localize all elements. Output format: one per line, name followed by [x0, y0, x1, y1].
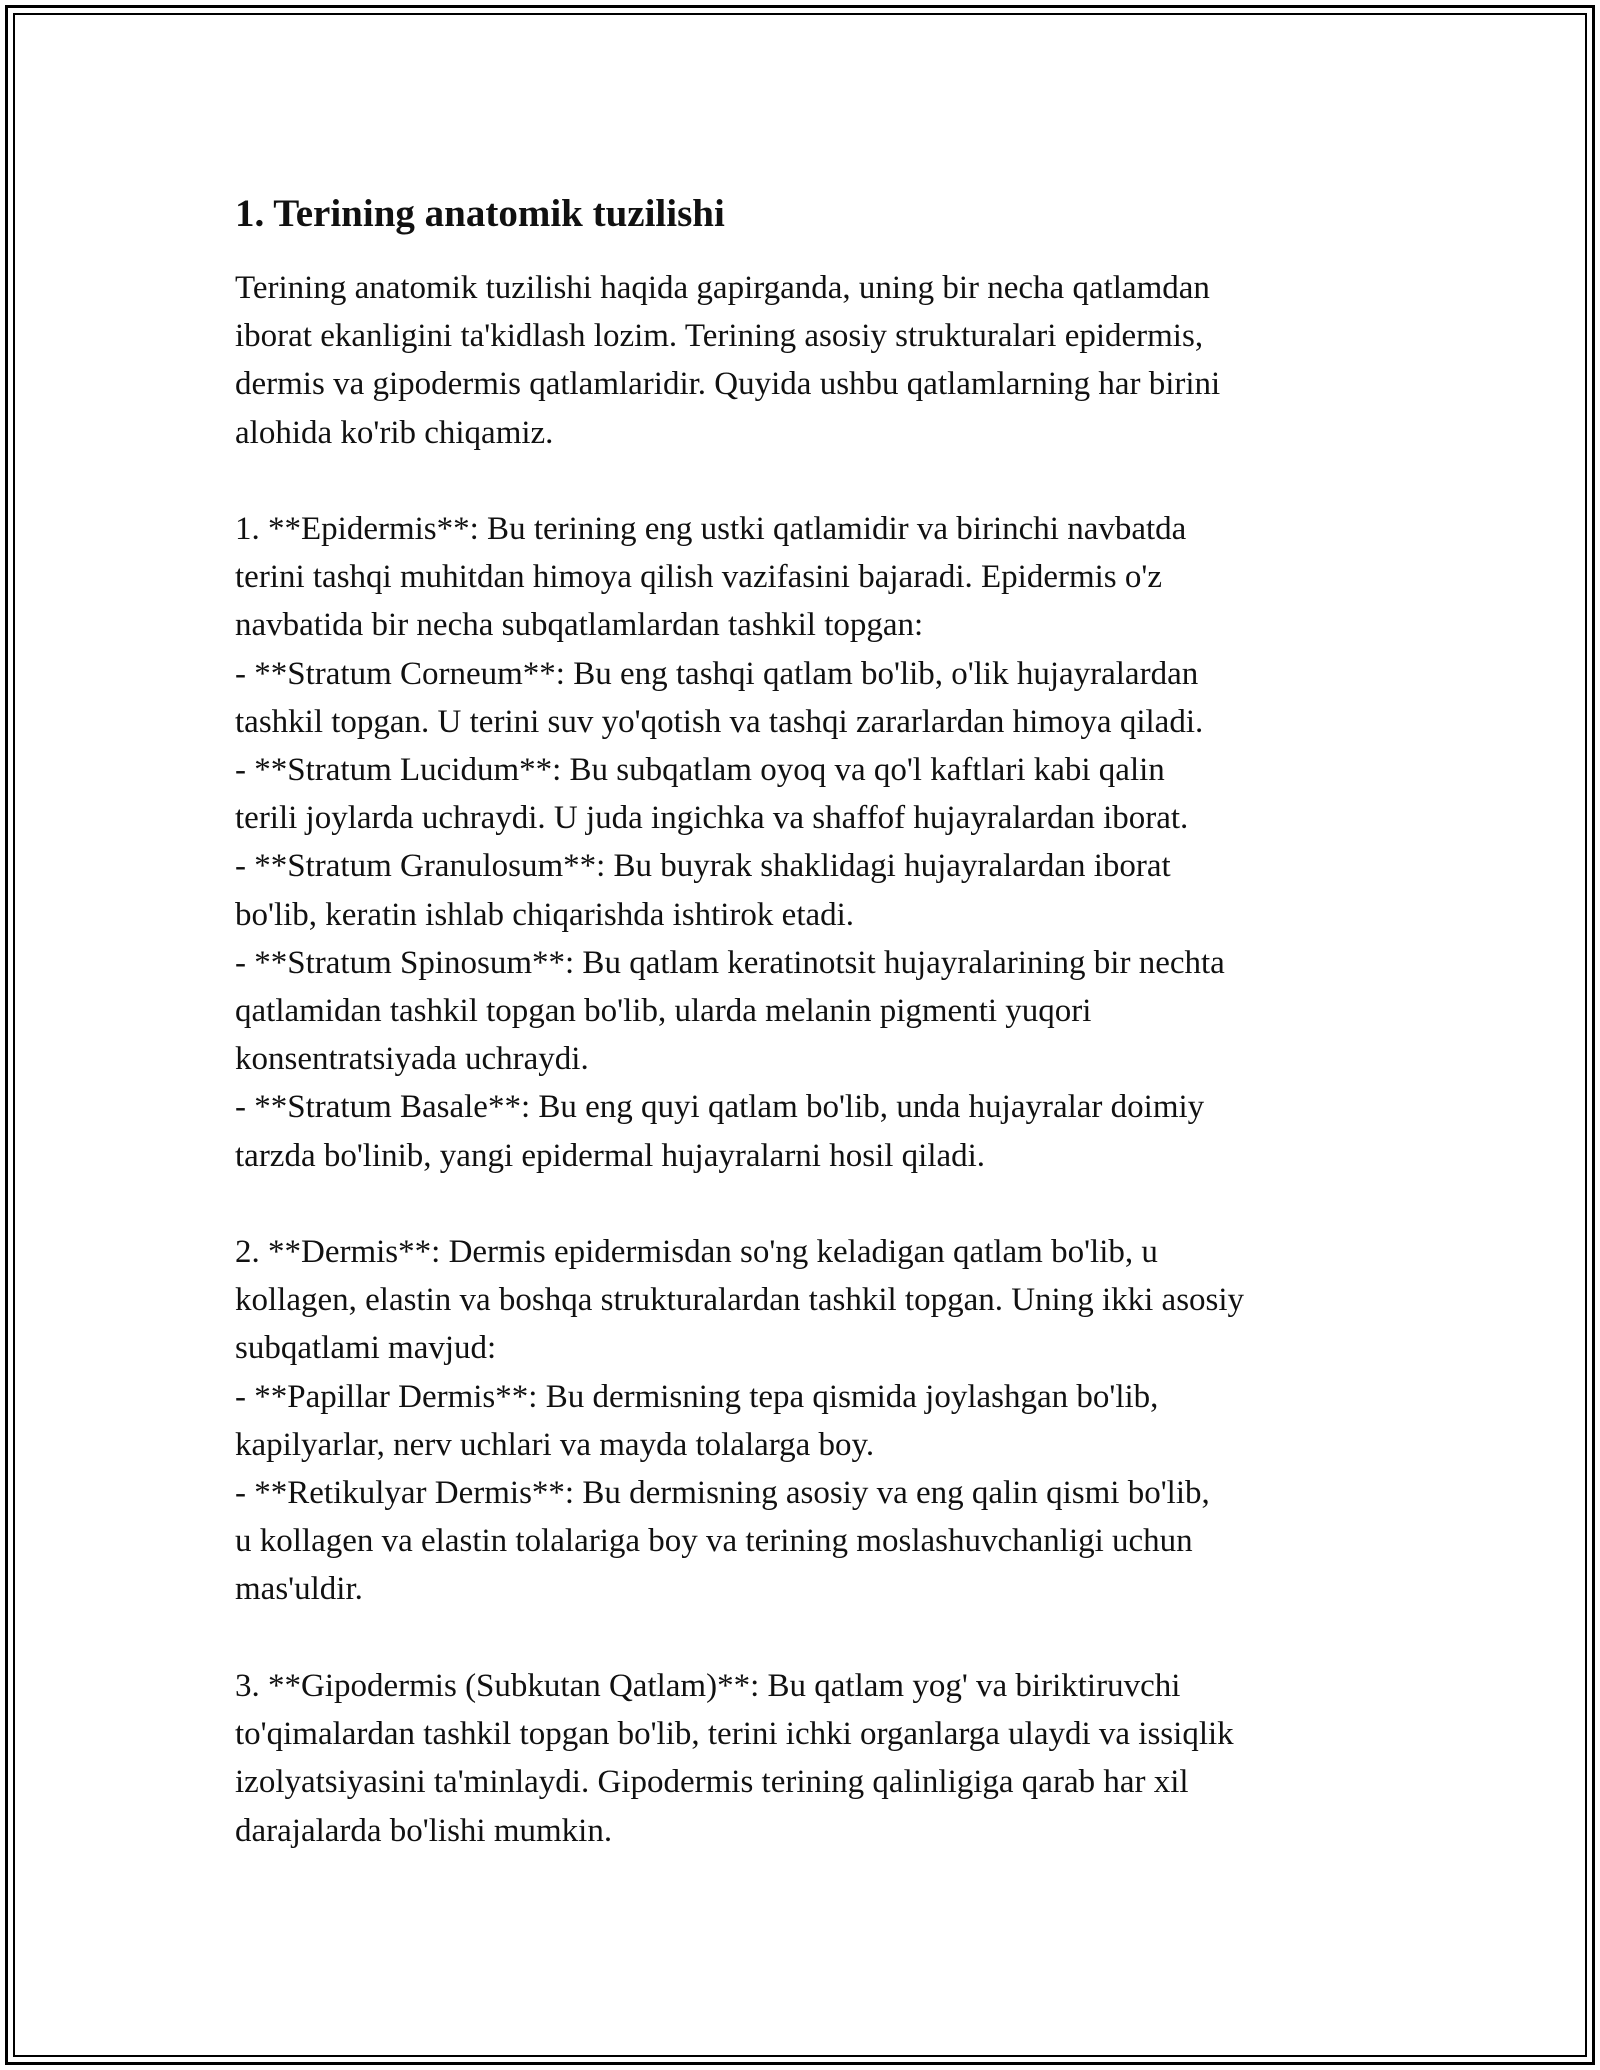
section-body: Terining anatomik tuzilishi haqida gapirganda, uning bir necha qatlamdan iborat ekanligini ta'kidlash lozim. Terining asosiy strukturalari epidermis, dermis va gipodermis qatlamlaridir. Quyida ushbu qatlamlarning har birini alohida ko'rib chiqamiz. 1. **Epidermis**: Bu terining eng ustki qatlamidir va birinchi navbatda terini tashqi muhitdan himoya qilish vazifasini bajaradi. Epidermis o'z navbatida bir necha subqatlamlardan tashkil topgan: - **Stratum Corneum**: Bu eng tashqi qatlam bo'lib, o'lik hujayralardan tashkil topgan. U terini suv yo'qotish va tashqi zararlardan himoya qiladi. - **Stratum Lucidum**: Bu subqatlam oyoq va qo'l kaftlari kabi qalin terili joylarda uchraydi. U juda ingichka va shaffof hujayralardan iborat. - **Stratum Granulosum**: Bu buyrak shaklidagi hujayralardan iborat bo'lib, keratin ishlab chiqarishda ishtirok etadi. - **Stratum Spinosum**: Bu qatlam keratinotsit hujayralarining bir nechta qatlamidan tashkil topgan bo'lib, ularda melanin pigmenti yuqori konsentratsiyada uchraydi. - **Stratum Basale**: Bu eng quyi qatlam bo'lib, unda hujayralar doimiy tarzda bo'linib, yangi epidermal hujayralarni hosil qiladi. 2. **Dermis**: Dermis epidermisdan so'ng keladigan qatlam bo'lib, u kollagen, elastin va boshqa strukturalardan tashkil topgan. Uning ikki asosiy subqatlami mavjud: - **Papillar Dermis**: Bu dermisning tepa qismida joylashgan bo'lib, kapilyarlar, nerv uchlari va mayda tolalarga boy. - **Retikulyar Dermis**: Bu dermisning asosiy va eng qalin qismi bo'lib, u kollagen va elastin tolalariga boy va terining moslashuvchanligi uchun mas'uldir. 3. **Gipodermis (Subkutan Qatlam)**: Bu qatlam yog' va biriktiruvchi to'qimalardan tashkil topgan bo'lib, terini ichki organlarga ulaydi va issiqlik izolyatsiyasini ta'minlaydi. Gipodermis terining qalinligiga qarab har xil darajalarda bo'lishi mumkin. — [235, 270, 1245, 1849]
section-title: 1. Terining anatomik tuzilishi — [235, 192, 725, 235]
document-content — [235, 190, 1375, 1855]
